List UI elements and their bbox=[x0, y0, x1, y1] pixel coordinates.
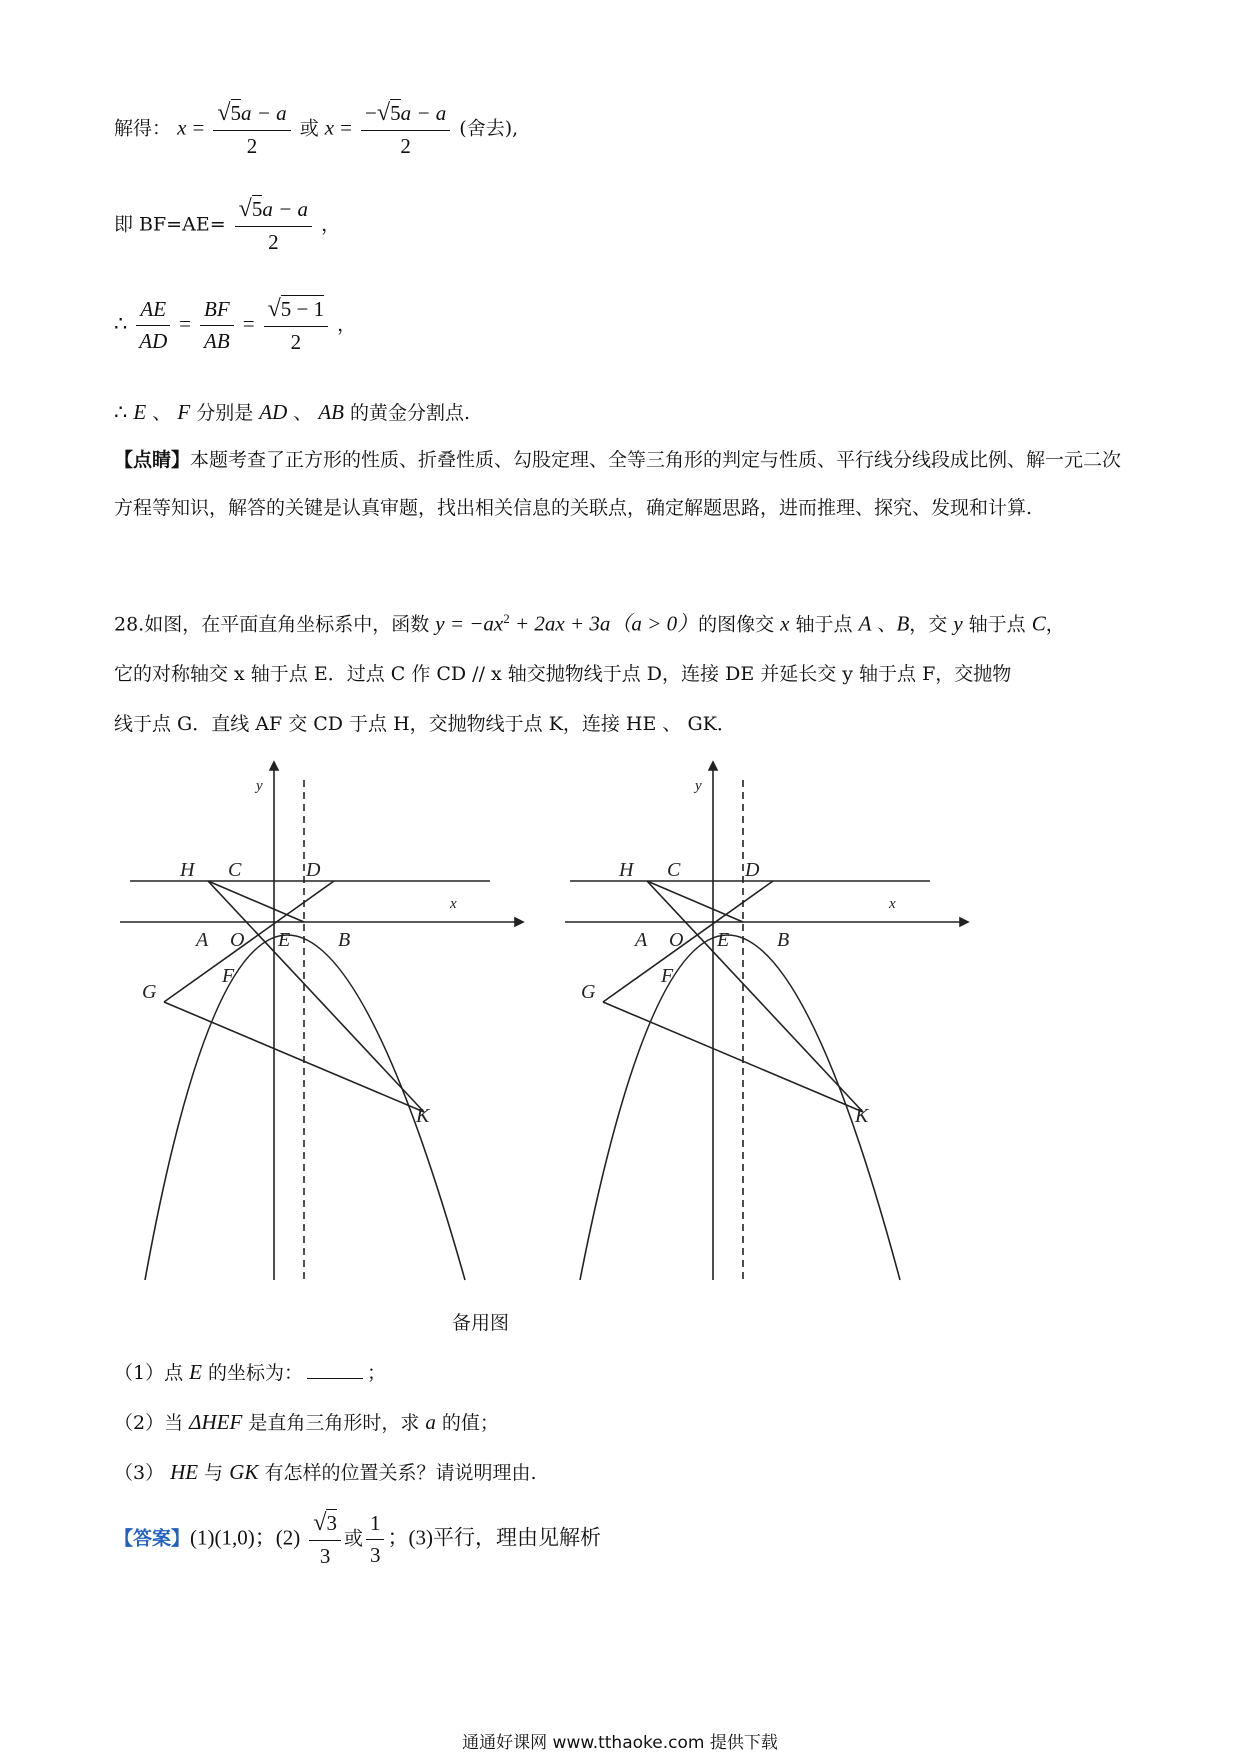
text: 如图，在平面直角坐标系中，函数 bbox=[144, 613, 436, 636]
problem-line-3: 线于点 G．直线 AF 交 CD 于点 H，交抛物线于点 K，连接 HE 、 GK． bbox=[114, 713, 736, 736]
ratio-line bbox=[114, 296, 356, 355]
equals: = bbox=[242, 311, 255, 336]
label-h: H bbox=[180, 859, 195, 881]
label-g: G bbox=[142, 981, 157, 1003]
sep: 、 bbox=[287, 402, 319, 424]
denominator: AB bbox=[204, 329, 230, 353]
fraction-bf: $\frac{√5a - a}{2}$ bbox=[235, 196, 312, 255]
label-b: B bbox=[777, 929, 790, 951]
radicand: 5 bbox=[251, 197, 263, 221]
segment-ab: AB bbox=[318, 400, 345, 424]
question-1 bbox=[114, 1358, 386, 1385]
text: 的坐标为： bbox=[201, 1362, 304, 1384]
function-expr-2: + 2ax + 3a bbox=[509, 611, 611, 636]
discard-text: (舍去) bbox=[459, 117, 513, 140]
label-x: x bbox=[889, 896, 896, 912]
text: 轴于点 bbox=[962, 613, 1032, 636]
label-a: A bbox=[635, 929, 648, 951]
solve-prefix: 解得： bbox=[114, 117, 172, 140]
equals: = bbox=[340, 115, 352, 140]
var-a: a bbox=[262, 197, 273, 221]
equals: = bbox=[192, 115, 205, 140]
text: 分别是 bbox=[190, 402, 260, 424]
point-e: E bbox=[133, 400, 147, 424]
line-hk bbox=[647, 881, 863, 1112]
answer-blank[interactable] bbox=[307, 1378, 363, 1379]
therefore-symbol: ∴ bbox=[114, 400, 128, 424]
fraction-root1: $\frac{√5a - a}{2}$ bbox=[213, 100, 290, 159]
text: 是直角三角形时，求 bbox=[242, 1412, 426, 1434]
radicand: 3 bbox=[326, 1511, 337, 1535]
fraction-bf-ab bbox=[200, 297, 234, 354]
x-arrow bbox=[515, 918, 523, 926]
problem-line-1 bbox=[114, 594, 1124, 649]
var-x: x bbox=[780, 611, 790, 636]
minus-a: − a bbox=[272, 197, 309, 221]
figure-caption: 备用图 bbox=[452, 1312, 510, 1334]
radicand: 5 bbox=[390, 101, 401, 125]
label-k: K bbox=[855, 1105, 869, 1127]
point-c: C bbox=[1031, 611, 1046, 636]
text: 的图像交 bbox=[698, 613, 781, 636]
punct: ， bbox=[321, 213, 341, 236]
segment-ad: AD bbox=[259, 400, 288, 424]
var-a: a bbox=[400, 101, 412, 125]
var-x: x bbox=[324, 115, 335, 140]
denominator: 3 bbox=[369, 1543, 381, 1567]
or-text: 或 bbox=[343, 1527, 363, 1550]
punct: ， bbox=[337, 313, 357, 336]
punct: ； bbox=[367, 1362, 387, 1384]
numerator: 1 bbox=[366, 1511, 385, 1540]
text: （2）当 bbox=[114, 1412, 190, 1434]
line-hk bbox=[208, 881, 424, 1112]
triangle-hef: ΔHEF bbox=[189, 1410, 243, 1434]
label-x: x bbox=[450, 896, 457, 912]
label-a: A bbox=[196, 929, 209, 951]
label-c: C bbox=[667, 859, 681, 881]
page-footer: 通通好课网 www.tthaoke.com 提供下载 bbox=[462, 1733, 778, 1753]
segment-he: HE bbox=[170, 1460, 199, 1484]
therefore-symbol: ∴ bbox=[114, 311, 128, 336]
label-e: E bbox=[278, 929, 291, 951]
y-arrow bbox=[709, 762, 717, 770]
label-y: y bbox=[256, 778, 263, 794]
text: ， bbox=[1045, 613, 1065, 636]
comment-text: 本题考查了正方形的性质、折叠性质、勾股定理、全等三角形的判定与性质、平行线分线段成比例、解一元二次方程等知识，解答的关键是认真审题，找出相关信息的关联点，确定解题思路，进而推理、探究、发现和计算. bbox=[114, 449, 1122, 519]
text: 的黄金分割点. bbox=[344, 402, 471, 424]
exponent: 2 bbox=[503, 611, 510, 626]
line-gk bbox=[603, 1002, 863, 1112]
point-e: E bbox=[189, 1360, 202, 1384]
line-gk bbox=[164, 1002, 424, 1112]
bf-line bbox=[114, 196, 340, 255]
text: （3） bbox=[114, 1462, 171, 1484]
point-f: F bbox=[177, 400, 191, 424]
text: 的值； bbox=[435, 1412, 499, 1434]
answer-line bbox=[114, 1510, 601, 1569]
var-a: a bbox=[241, 101, 252, 125]
label-c: C bbox=[228, 859, 242, 881]
label-f: F bbox=[222, 965, 235, 987]
text: 、 bbox=[871, 613, 897, 636]
solve-line bbox=[114, 100, 518, 159]
sep: 、 bbox=[146, 402, 178, 424]
conclusion-line bbox=[114, 398, 470, 425]
denominator: 2 bbox=[400, 134, 411, 158]
label-d: D bbox=[745, 859, 760, 881]
figure-backup bbox=[555, 760, 975, 1300]
answer-part-1: (1)(1,0)；(2) bbox=[190, 1525, 301, 1550]
answer-part-3: ；(3)平行，理由见解析 bbox=[387, 1525, 601, 1550]
numerator: BF bbox=[200, 297, 234, 326]
denominator: 2 bbox=[246, 134, 258, 158]
denominator: 2 bbox=[268, 230, 279, 254]
problem-statement bbox=[114, 594, 1124, 749]
radicand: 5 − 1 bbox=[280, 297, 325, 321]
point-b: B bbox=[896, 611, 910, 636]
fraction-sqrt3-3: $\frac{√3}{3}$ bbox=[309, 1510, 341, 1569]
var-y: y bbox=[953, 611, 963, 636]
minus-a: − a bbox=[251, 101, 287, 125]
text: ，交 bbox=[909, 613, 954, 636]
fraction-ae-ad bbox=[136, 297, 170, 354]
line-he bbox=[647, 881, 743, 922]
punct: , bbox=[512, 117, 519, 140]
denominator: 2 bbox=[290, 330, 302, 354]
var-x: x bbox=[177, 115, 187, 140]
text: 轴于点 bbox=[789, 613, 859, 636]
label-g: G bbox=[581, 981, 596, 1003]
fraction-golden: $\frac{√5 - 1}{2}$ bbox=[264, 296, 329, 355]
numerator: AE bbox=[136, 297, 170, 326]
label-e: E bbox=[717, 929, 730, 951]
segment-gk: GK bbox=[229, 1460, 259, 1484]
question-3 bbox=[114, 1458, 537, 1485]
minus-a: − a bbox=[411, 101, 447, 125]
comment-tag: 【点睛】 bbox=[114, 449, 191, 471]
line-he bbox=[208, 881, 304, 922]
point-a: A bbox=[858, 611, 872, 636]
label-f: F bbox=[661, 965, 674, 987]
or-text: 或 bbox=[299, 117, 319, 140]
problem-number: 28. bbox=[114, 613, 145, 636]
label-d: D bbox=[306, 859, 321, 881]
label-o: O bbox=[669, 929, 684, 951]
equals: = bbox=[179, 311, 191, 336]
denominator: AD bbox=[139, 329, 168, 353]
label-b: B bbox=[338, 929, 351, 951]
x-arrow bbox=[960, 918, 968, 926]
text: （1）点 bbox=[114, 1362, 190, 1384]
label-o: O bbox=[230, 929, 245, 951]
y-arrow bbox=[270, 762, 278, 770]
label-k: K bbox=[416, 1105, 430, 1127]
function-expr: y = −ax bbox=[435, 611, 504, 636]
comment-paragraph bbox=[114, 436, 1124, 532]
figure-main bbox=[110, 760, 530, 1300]
fraction-root2: $\frac{-√5a - a}{2}$ bbox=[361, 100, 450, 159]
label-y: y bbox=[695, 778, 702, 794]
text: 有怎样的位置关系？请说明理由. bbox=[258, 1462, 537, 1484]
radicand: 5 bbox=[230, 101, 241, 125]
denominator: 3 bbox=[319, 1544, 331, 1568]
text: 与 bbox=[198, 1462, 230, 1484]
fraction-1-3 bbox=[366, 1511, 385, 1568]
question-2 bbox=[114, 1408, 499, 1435]
neg-sign: − bbox=[365, 101, 377, 125]
condition: （a > 0） bbox=[610, 611, 699, 636]
answer-tag: 【答案】 bbox=[114, 1527, 191, 1550]
label-h: H bbox=[619, 859, 634, 881]
var-a: a bbox=[425, 1410, 436, 1434]
bf-prefix: 即 BF=AE= bbox=[114, 213, 226, 236]
problem-line-2: 它的对称轴交 x 轴于点 E．过点 C 作 CD // x 轴交抛物线于点 D，连接 DE 并延长交 y 轴于点 F，交抛物 bbox=[114, 663, 1012, 686]
